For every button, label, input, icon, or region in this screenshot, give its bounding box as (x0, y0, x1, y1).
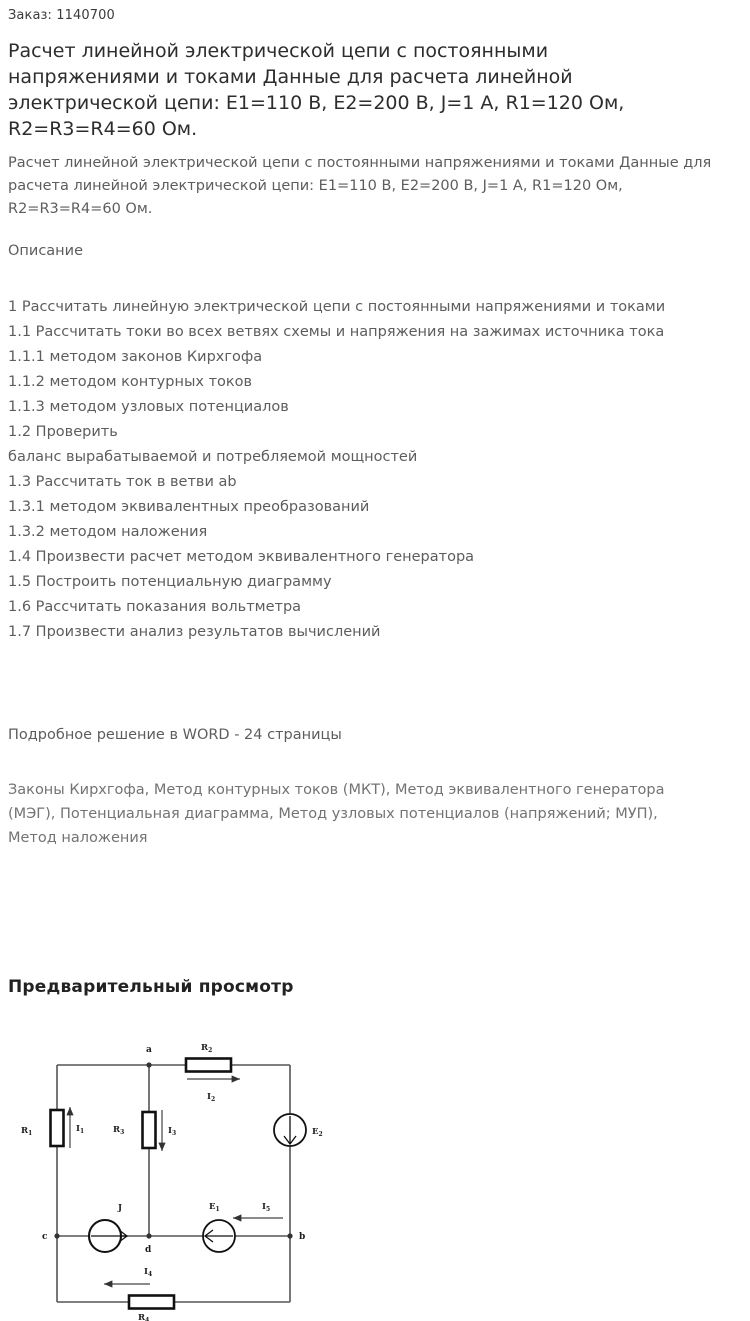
keywords-list: Законы Кирхгофа, Метод контурных токов (МКТ), Метод эквивалентного генератора (МЭГ), Потенциальная диаграмма, Метод узловых потенциалов (напряжений; МУП), Метод наложения (8, 782, 665, 846)
task-item: 1 Рассчитать линейную электрической цепи с постоянными напряжениями и токами (8, 299, 666, 315)
resistor-label-r2: $R_2$ (201, 1043, 213, 1054)
node-dot-b (287, 1233, 292, 1238)
node-label-b: b (299, 1232, 306, 1242)
lead-paragraph: Расчет линейной электрической цепи с постоянными напряжениями и токами Данные для расчета линейной электрической цепи: E1=110 В, E2=200 В, J=1 А, R1=120 Ом, R2=R3=R4=60 Ом. (8, 155, 712, 217)
source-label-e1: $E_1$ (209, 1202, 220, 1213)
resistor-r4-symbol (129, 1296, 174, 1309)
circuit-svg (0, 1020, 400, 1320)
section-heading-description: Описание (8, 243, 83, 259)
task-item: 1.4 Произвести расчет методом эквивалентного генератора (8, 549, 475, 565)
resistor-r3-symbol (143, 1112, 156, 1148)
task-item: 1.3.1 методом эквивалентных преобразований (8, 499, 370, 515)
resistor-label-r4: $R_4$ (138, 1313, 150, 1321)
task-list (8, 295, 724, 645)
task-item: 1.7 Произвести анализ результатов вычислений (8, 624, 381, 640)
circuit-diagram (0, 1020, 400, 1320)
current-label-i2: $I_2$ (207, 1092, 216, 1103)
task-item: 1.1 Рассчитать токи во всех ветвях схемы и напряжения на зажимах источника тока (8, 324, 665, 340)
preview-heading: Предварительный просмотр (8, 977, 294, 997)
resistor-r2-symbol (186, 1059, 231, 1072)
node-label-a: a (146, 1045, 152, 1055)
current-label-i4: $I_4$ (144, 1267, 153, 1278)
source-label-e2: $E_2$ (312, 1127, 323, 1138)
node-dot-d (146, 1233, 151, 1238)
current-label-i1: $I_1$ (76, 1124, 85, 1135)
resistor-label-r1: $R_1$ (21, 1126, 33, 1137)
current-label-i5: $I_5$ (262, 1202, 271, 1213)
task-item: 1.1.2 методом контурных токов (8, 374, 253, 390)
task-item: 1.5 Построить потенциальную диаграмму (8, 574, 332, 590)
order-number: Заказ: 1140700 (8, 8, 115, 23)
node-label-d: d (145, 1245, 152, 1255)
node-dot-c (54, 1233, 59, 1238)
task-item: 1.2 Проверить (8, 424, 118, 440)
circuit-nodes (54, 1062, 292, 1238)
task-item: 1.6 Рассчитать показания вольтметра (8, 599, 302, 615)
current-label-i3: $I_3$ (168, 1126, 177, 1137)
solution-note: Подробное решение в WORD - 24 страницы (8, 727, 342, 743)
page-title: Расчет линейной электрической цепи с постоянными напряжениями и токами Данные для расчета линейной электрической цепи: E1=110 В, E2=200 В, J=1 А, R1=120 Ом, R2=R3=R4=60 Ом. (8, 40, 625, 140)
node-dot-a (146, 1062, 151, 1067)
resistor-r1-symbol (51, 1110, 64, 1146)
node-label-c: c (42, 1232, 48, 1242)
task-item: 1.1.1 методом законов Кирхгофа (8, 349, 263, 365)
circuit-wires (57, 1065, 290, 1302)
task-item: 1.1.3 методом узловых потенциалов (8, 399, 289, 415)
task-item: 1.3.2 методом наложения (8, 524, 208, 540)
task-item: 1.3 Рассчитать ток в ветви ab (8, 474, 237, 490)
current-arrows (70, 1079, 283, 1284)
resistor-label-r3: $R_3$ (113, 1125, 125, 1136)
source-label-j: J (118, 1203, 123, 1213)
task-item: баланс вырабатываемой и потребляемой мощностей (8, 449, 418, 465)
